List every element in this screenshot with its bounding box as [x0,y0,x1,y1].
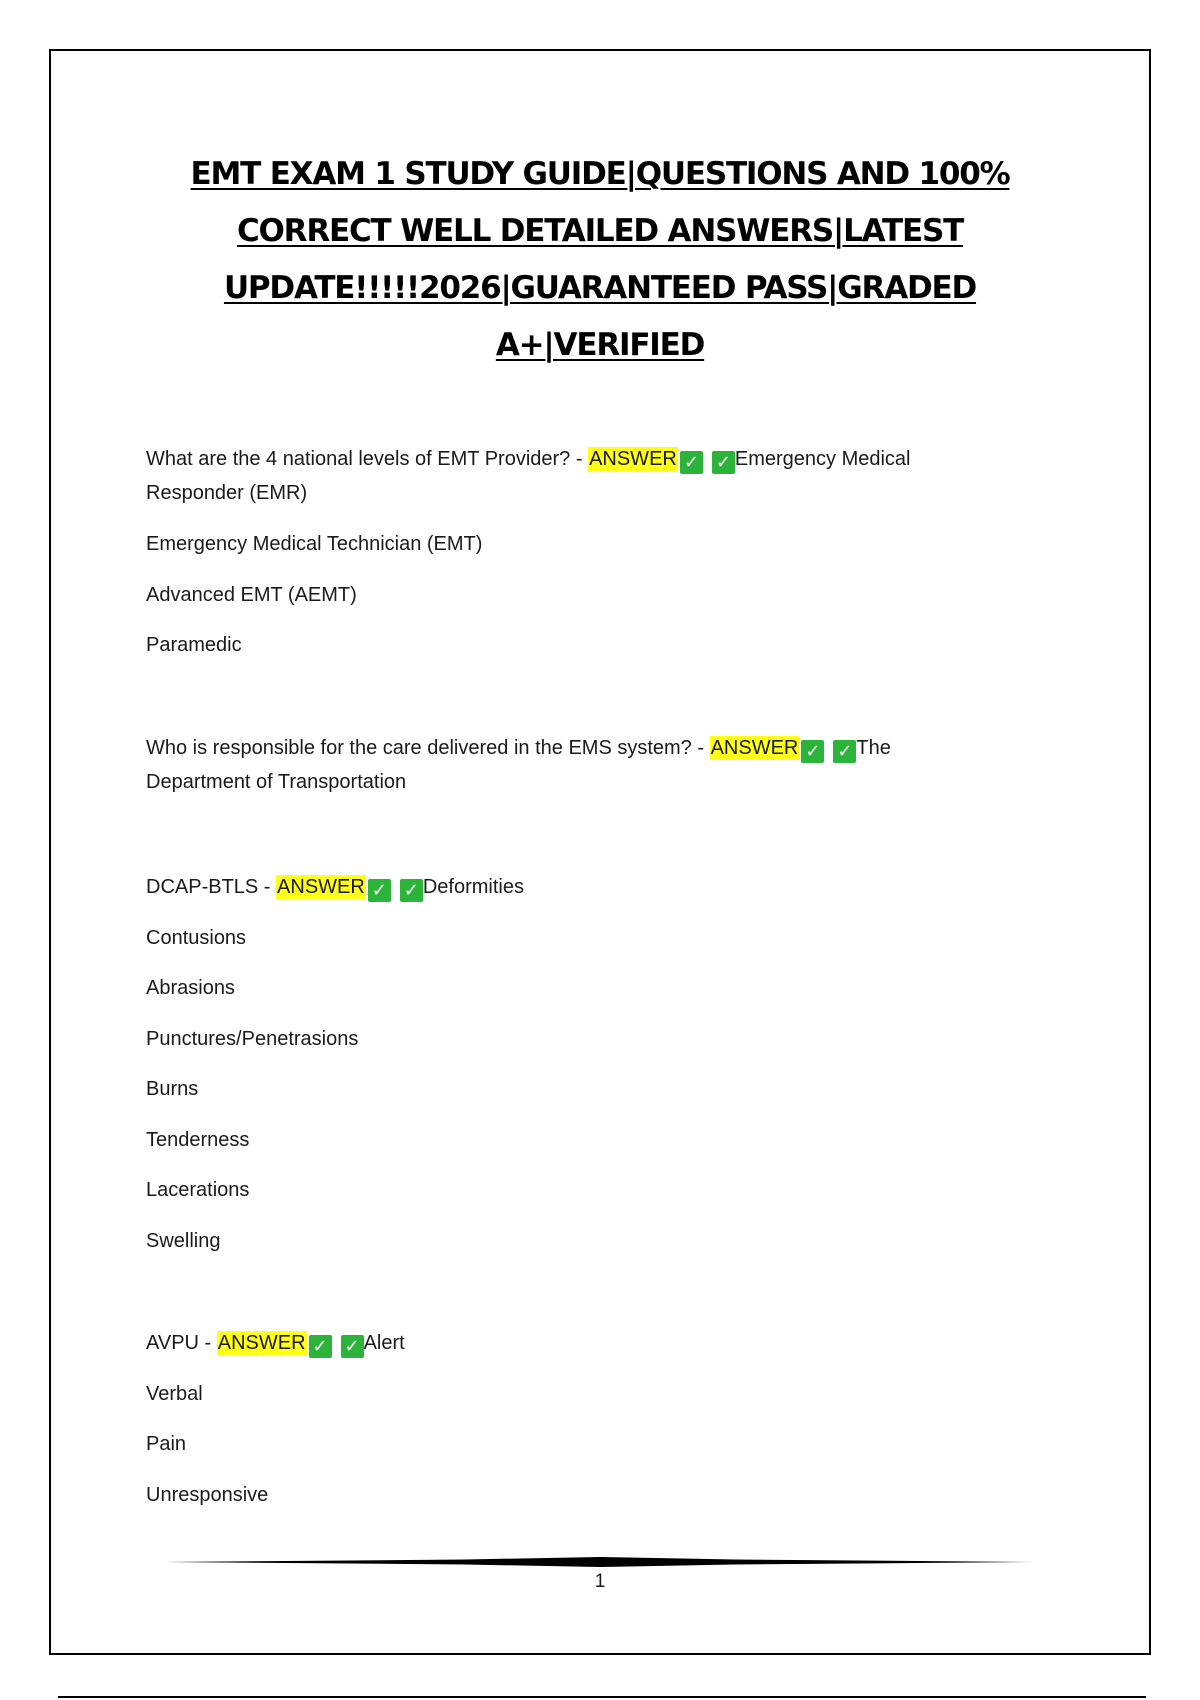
title-line: EMT EXAM 1 STUDY GUIDE|QUESTIONS AND 100% [190,156,1010,192]
question-text: DCAP-BTLS - [146,876,277,898]
check-icon: ✓ [400,879,423,902]
answer-line: Tenderness [146,1129,250,1151]
check-icon: ✓ [309,1335,332,1358]
check-icon: ✓ [341,1335,364,1358]
document-title [150,146,1050,374]
check-icon: ✓ [801,740,824,763]
answer-line: Swelling [146,1230,221,1252]
answer-text: Emergency Medical [734,448,911,470]
answer-text: Deformities [422,876,524,898]
answer-text: The [856,737,891,759]
question-line [146,442,910,476]
answer-line: Verbal [146,1383,203,1405]
answer-line: Punctures/Penetrasions [146,1028,359,1050]
answer-line: Pain [146,1433,187,1455]
page-number: 1 [594,1571,606,1592]
answer-line: Responder (EMR) [146,482,308,504]
question-text: Who is responsible for the care delivered in the EMS system? - [146,737,710,759]
answer-line: Department of Transportation [146,771,407,793]
question-text: What are the 4 national levels of EMT Provider? - [146,448,589,470]
answer-label: ANSWER [589,448,677,470]
answer-text: Alert [363,1332,405,1354]
answer-label: ANSWER [277,876,365,898]
title-line: CORRECT WELL DETAILED ANSWERS|LATEST [236,213,964,249]
title-line: A+|VERIFIED [495,327,705,363]
footer-divider [165,1556,1035,1568]
answer-line: Unresponsive [146,1484,269,1506]
title-line: UPDATE!!!!!2026|GUARANTEED PASS|GRADED [223,270,977,306]
question-line [146,870,524,904]
answer-line: Paramedic [146,634,242,656]
answer-label: ANSWER [217,1332,306,1354]
answer-line: Contusions [146,927,247,949]
answer-line: Advanced EMT (AEMT) [146,584,357,606]
answer-line: Abrasions [146,977,235,999]
check-icon: ✓ [368,879,391,902]
answer-line: Lacerations [146,1179,250,1201]
next-page-edge [58,1696,1146,1698]
question-line [146,1326,405,1360]
answer-line: Emergency Medical Technician (EMT) [146,533,483,555]
answer-label: ANSWER [710,737,799,759]
check-icon: ✓ [833,740,856,763]
question-line [146,731,891,765]
check-icon: ✓ [712,451,735,474]
answer-line: Burns [146,1078,199,1100]
check-icon: ✓ [680,451,703,474]
question-text: AVPU - [146,1332,217,1354]
